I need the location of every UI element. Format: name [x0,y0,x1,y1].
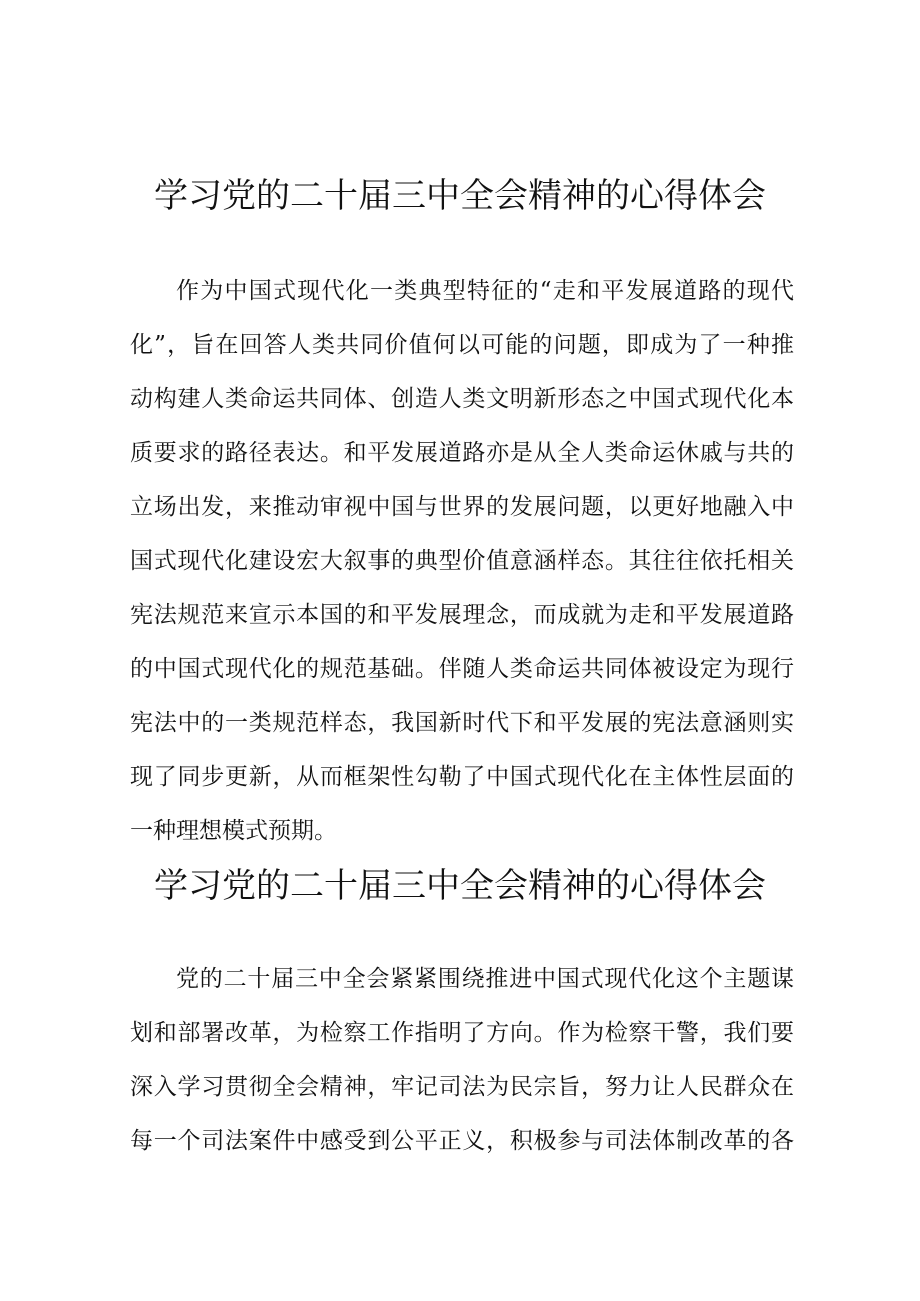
paragraph-line: 国式现代化建设宏大叙事的典型价值意涵样态。其往往依托相关 [130,548,794,574]
section-2-paragraph [130,952,794,1168]
paragraph-line: 作为中国式现代化一类典型特征的“走和平发展道路的现代 [176,278,794,304]
paragraph-line: 现了同步更新，从而框架性勾勒了中国式现代化在主体性层面的 [130,764,794,790]
section-1-paragraph [130,264,794,858]
paragraph-line: 化”，旨在回答人类共同价值何以可能的问题，即成为了一种推 [130,332,794,358]
paragraph-line: 立场出发，来推动审视中国与世界的发展问题，以更好地融入中 [130,494,794,520]
section-1-title: 学习党的二十届三中全会精神的心得体会 [154,176,766,216]
paragraph-line: 党的二十届三中全会紧紧围绕推进中国式现代化这个主题谋 [176,966,794,992]
paragraph-line: 的中国式现代化的规范基础。伴随人类命运共同体被设定为现行 [130,656,794,682]
paragraph-line: 质要求的路径表达。和平发展道路亦是从全人类命运休戚与共的 [130,440,794,466]
paragraph-line: 动构建人类命运共同体、创造人类文明新形态之中国式现代化本 [130,386,794,412]
paragraph-line: 宪法规范来宣示本国的和平发展理念，而成就为走和平发展道路 [130,602,794,628]
paragraph-line: 每一个司法案件中感受到公平正义，积极参与司法体制改革的各 [130,1128,794,1154]
paragraph-line: 深入学习贯彻全会精神，牢记司法为民宗旨，努力让人民群众在 [130,1074,794,1100]
paragraph-line: 划和部署改革，为检察工作指明了方向。作为检察干警，我们要 [130,1020,794,1046]
paragraph-line: 宪法中的一类规范样态，我国新时代下和平发展的宪法意涵则实 [130,710,794,736]
section-2-title: 学习党的二十届三中全会精神的心得体会 [154,866,766,906]
paragraph-line: 一种理想模式预期。 [130,818,337,844]
